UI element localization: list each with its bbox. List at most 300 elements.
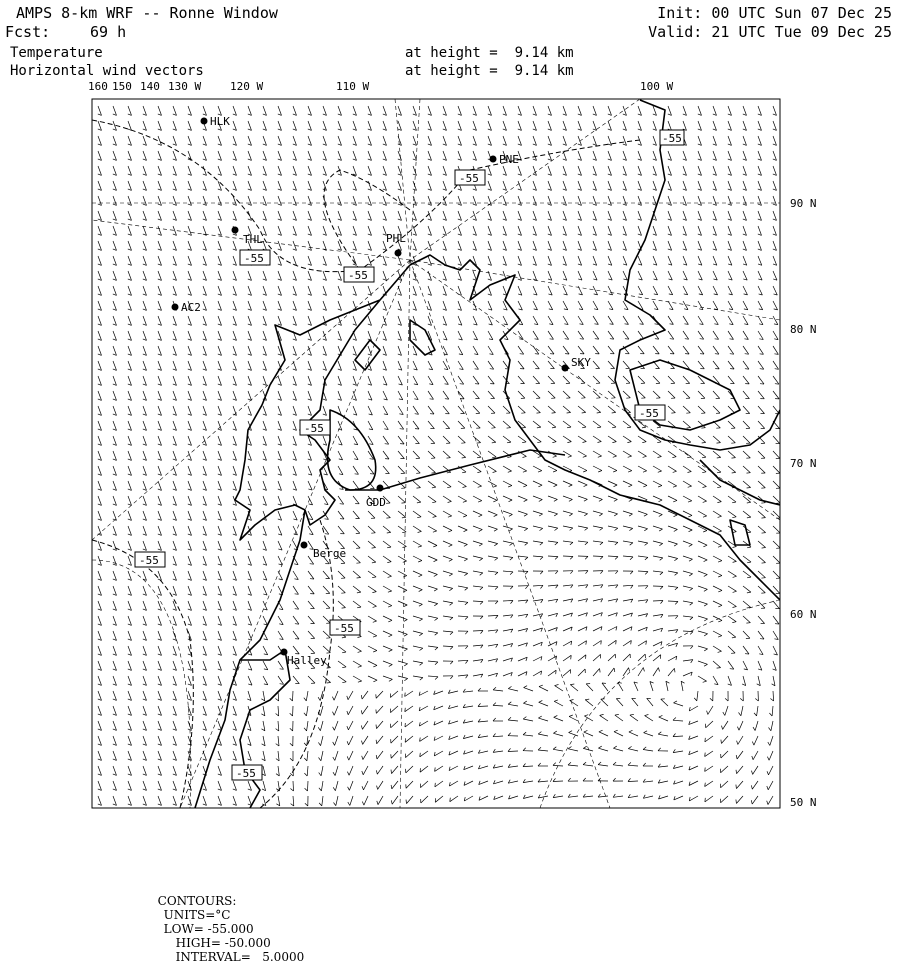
wind-barb	[336, 796, 338, 806]
wind-barb	[771, 721, 773, 731]
wind-barb	[743, 316, 748, 325]
wind-barb	[523, 781, 533, 783]
wind-barb	[533, 671, 542, 676]
wind-barb	[503, 615, 513, 616]
wind-barb-feather	[340, 504, 344, 505]
wind-barb	[353, 481, 359, 489]
station-marker-pne	[490, 156, 497, 163]
wind-barb-feather	[377, 801, 378, 805]
wind-barb	[743, 466, 750, 473]
wind-barb-feather	[660, 558, 663, 560]
wind-barb	[608, 668, 614, 676]
wind-barb	[383, 466, 389, 474]
wind-barb-feather	[554, 716, 558, 718]
wind-barb	[278, 706, 279, 716]
wind-barb	[293, 586, 299, 594]
wind-barb	[307, 766, 308, 776]
wind-barb-feather	[675, 602, 678, 605]
wind-barb-feather	[702, 442, 706, 443]
wind-barb-feather	[433, 531, 437, 532]
wind-barb	[548, 331, 554, 339]
longitude-labels	[88, 80, 673, 93]
wind-barb	[533, 556, 543, 557]
wind-barb-feather	[737, 727, 739, 731]
wind-barb-feather	[520, 354, 524, 355]
wind-barb	[563, 556, 573, 557]
wind-barb	[600, 715, 608, 721]
wind-barb	[443, 496, 451, 501]
wind-barb	[569, 733, 578, 736]
wind-barb	[443, 376, 448, 384]
wind-barb-feather	[552, 427, 556, 428]
wind-barb	[263, 616, 267, 625]
wind-barb	[383, 586, 392, 591]
wind-barb	[307, 721, 308, 731]
wind-barb-feather	[372, 562, 376, 563]
wind-barb	[391, 706, 399, 713]
wind-barb	[773, 346, 778, 354]
wind-barb-feather	[493, 471, 497, 472]
wind-barb	[449, 766, 458, 771]
wind-barb	[578, 406, 586, 412]
wind-barb-feather	[538, 763, 541, 766]
wind-barb	[725, 706, 728, 716]
wind-barb-feather	[388, 576, 392, 577]
wind-barb	[769, 751, 773, 760]
wind-barb	[713, 331, 719, 339]
wind-barb	[698, 556, 707, 560]
wind-barb	[428, 616, 438, 618]
wind-barb-feather	[319, 758, 321, 761]
wind-barb	[533, 376, 540, 384]
wind-barb	[578, 669, 585, 676]
wind-barb	[713, 346, 719, 354]
wind-barb	[638, 421, 646, 427]
coastline	[195, 100, 780, 808]
wind-barb	[653, 496, 662, 500]
wind-barb	[493, 736, 503, 737]
wind-barb	[713, 496, 721, 502]
wind-barb-feather	[732, 472, 736, 473]
wind-barb	[278, 796, 280, 806]
wind-barb-feather	[387, 562, 391, 563]
wind-barb-feather	[342, 682, 346, 683]
wind-barb	[553, 781, 563, 782]
wind-barb	[653, 556, 663, 558]
wind-barb-feather	[450, 661, 453, 664]
wind-barb-feather	[584, 715, 588, 716]
wind-barb-feather	[600, 528, 603, 530]
wind-barb	[683, 331, 689, 339]
wind-barb-feather	[404, 664, 407, 666]
wind-barb	[773, 601, 779, 609]
wind-barb	[553, 796, 563, 798]
contour-label-box	[455, 170, 485, 185]
wind-barb-feather	[570, 528, 573, 530]
wind-barb	[335, 751, 338, 761]
wind-barb-feather	[736, 785, 737, 789]
wind-barb-feather	[387, 547, 391, 548]
wind-barb-feather	[585, 699, 589, 700]
wind-barb	[353, 451, 358, 460]
wind-barb	[473, 571, 483, 573]
wind-barb	[638, 526, 648, 529]
wind-barb-feather	[630, 571, 633, 574]
wind-barb	[728, 661, 734, 669]
wind-barb	[683, 286, 688, 295]
wind-barb	[353, 526, 360, 533]
wind-barb	[668, 541, 678, 544]
wind-barb	[353, 436, 358, 445]
wind-barb-feather	[644, 529, 647, 531]
wind-barb-feather	[479, 544, 482, 546]
station-marker-ac2	[172, 304, 179, 311]
wind-barb	[458, 511, 467, 516]
wind-barb-feather	[694, 698, 697, 701]
wind-barb-feather	[524, 686, 528, 688]
wind-barb	[623, 451, 632, 456]
wind-barb-feather	[494, 529, 498, 531]
wind-barb	[705, 736, 713, 742]
wind-barb	[598, 796, 608, 797]
wind-barb	[608, 541, 618, 542]
wind-barb-feather	[660, 586, 663, 589]
wind-barb-feather	[509, 500, 513, 502]
wind-barb-feather	[747, 547, 751, 548]
wind-barb	[758, 631, 764, 639]
wind-barb	[563, 585, 573, 586]
lat-label-70: 70 N	[790, 457, 817, 470]
wind-barb-feather	[362, 802, 364, 806]
wind-barb	[578, 541, 588, 542]
wind-barb	[698, 541, 707, 545]
wind-barb	[608, 511, 618, 514]
wind-barb	[398, 406, 403, 415]
wind-barb-feather	[464, 559, 468, 561]
wind-barb	[293, 571, 298, 580]
wind-barb-feather	[733, 561, 737, 562]
wind-barb	[419, 706, 428, 711]
wind-barb	[368, 511, 375, 518]
station-marker-sky	[562, 365, 569, 372]
wind-barb-feather	[538, 747, 541, 750]
wind-barb-feather	[703, 487, 707, 488]
wind-barb	[368, 436, 373, 445]
wind-barb-feather	[539, 514, 543, 516]
wind-barb-feather	[373, 665, 377, 667]
east-island	[730, 520, 750, 545]
wind-barb	[668, 481, 677, 486]
wind-barb-feather	[430, 399, 434, 400]
wind-barb-feather	[722, 726, 723, 730]
wind-barb-feather	[362, 786, 364, 790]
wind-barb-feather	[348, 787, 350, 791]
wind-barb	[383, 421, 388, 430]
wind-barb-feather	[760, 354, 764, 355]
wind-barb-feather	[628, 485, 632, 487]
wind-barb-feather	[688, 515, 692, 517]
wind-barb	[533, 511, 543, 514]
wind-barb-feather	[553, 747, 556, 750]
wind-barb	[638, 654, 645, 661]
wind-barb	[743, 406, 750, 414]
wind-barb	[473, 346, 478, 355]
wind-barb-feather	[388, 620, 392, 622]
wind-barb	[721, 766, 728, 773]
wind-barb-feather	[449, 574, 453, 576]
wind-barb	[391, 751, 398, 758]
wind-barb-feather	[524, 529, 527, 531]
wind-barb	[698, 646, 708, 649]
wind-barb-feather	[718, 636, 722, 637]
wind-barb	[616, 699, 623, 706]
wind-barb	[353, 511, 360, 519]
contours-label: CONTOURS:	[158, 894, 237, 908]
wind-barb	[368, 646, 377, 651]
wind-barb	[368, 586, 376, 592]
wind-barb	[428, 481, 436, 487]
wind-barb-feather	[495, 601, 498, 604]
wind-barb	[585, 700, 593, 706]
wind-barb-feather	[539, 685, 543, 687]
wind-barb	[705, 766, 713, 772]
wind-barb	[473, 526, 482, 530]
wind-barb	[293, 601, 299, 609]
wind-barb	[713, 676, 718, 685]
wind-barb	[548, 656, 557, 661]
wind-barb	[698, 631, 708, 634]
wind-barb	[628, 796, 638, 798]
wind-barb	[538, 734, 548, 736]
wind-barb	[368, 406, 372, 415]
wind-barb-feather	[702, 472, 706, 473]
wind-barb	[428, 646, 438, 647]
wind-barb	[758, 421, 765, 428]
wind-barb	[713, 631, 722, 636]
wind-barb	[683, 391, 690, 398]
wind-barb-feather	[732, 458, 736, 459]
wind-barb-feather	[463, 516, 467, 518]
wind-barb	[413, 481, 421, 488]
wind-barb-feather	[583, 456, 587, 457]
wind-barb-feather	[494, 544, 497, 546]
wind-barb-feather	[304, 713, 307, 716]
wind-barb-feather	[304, 728, 307, 731]
lat-label-60: 60 N	[790, 608, 817, 621]
wind-barb-feather	[420, 663, 423, 665]
wind-barb	[473, 556, 483, 558]
wind-barb-feather	[755, 699, 758, 702]
wind-barb-feather	[435, 662, 438, 665]
wind-barb	[428, 526, 437, 531]
wind-barb-feather	[643, 668, 644, 672]
wind-barb-feather	[477, 443, 481, 444]
wind-barb-feather	[732, 502, 736, 503]
wind-barb-feather	[721, 740, 722, 744]
wind-barb-feather	[376, 740, 377, 744]
wind-barb-feather	[465, 617, 468, 620]
wind-barb-feather	[538, 732, 541, 734]
wind-barb	[443, 451, 450, 458]
wind-barb	[713, 586, 722, 590]
wind-barb	[769, 766, 774, 775]
wind-barb	[728, 616, 736, 622]
wind-barb	[668, 451, 676, 457]
wind-barb	[602, 683, 608, 691]
wind-barb-feather	[290, 743, 293, 746]
wind-barb-feather	[417, 488, 421, 489]
wind-barb	[503, 481, 512, 486]
wind-barb	[398, 571, 407, 576]
wind-barb-feather	[583, 471, 587, 473]
wind-barb	[593, 585, 603, 586]
wind-barb-feather	[492, 457, 496, 458]
wind-barb	[428, 541, 437, 546]
wind-barb-feather	[507, 428, 511, 429]
wind-barb	[473, 406, 480, 413]
wind-barb-feather	[643, 485, 647, 487]
wind-barb	[578, 436, 586, 442]
wind-barb-feather	[434, 604, 437, 606]
wind-barb	[743, 631, 750, 638]
wind-barb-feather	[419, 634, 422, 636]
wind-barb-feather	[355, 474, 359, 475]
wind-barb	[308, 601, 314, 609]
wind-barb	[752, 796, 758, 804]
wind-barb	[405, 706, 413, 712]
wind-barb-feather	[318, 697, 320, 700]
wind-barb	[493, 690, 503, 691]
wind-barb	[473, 645, 483, 646]
wind-barb	[353, 646, 362, 651]
wind-barb-feather	[493, 500, 497, 502]
wind-barb-feather	[540, 528, 543, 530]
wind-barb-feather	[540, 571, 543, 574]
wind-barb	[428, 466, 436, 473]
wind-barb	[363, 736, 368, 744]
wind-barb-feather	[584, 485, 588, 487]
wind-barb	[578, 585, 588, 586]
wind-barb	[743, 346, 749, 354]
wind-barb	[638, 511, 647, 514]
wind-barb	[428, 511, 436, 516]
wind-barb	[443, 646, 453, 647]
wind-barb-feather	[523, 456, 527, 457]
wind-barb	[443, 541, 452, 545]
wind-barb	[406, 766, 413, 773]
wind-barb-feather	[704, 649, 707, 651]
wind-barb-feather	[507, 442, 511, 443]
wind-barb-feather	[510, 558, 513, 561]
wind-barb	[450, 796, 458, 802]
wind-barb	[263, 691, 265, 701]
wind-barb	[721, 781, 728, 788]
forecast-hours: 69 h	[90, 23, 126, 41]
wind-barb	[728, 436, 735, 443]
wind-barb-feather	[434, 575, 438, 577]
wind-barb-feather	[490, 369, 494, 370]
wind-barb	[405, 691, 413, 697]
wind-barb-feather	[389, 650, 393, 652]
wind-barb	[638, 331, 644, 339]
wind-barb-feather	[718, 576, 722, 578]
wind-barb-feather	[523, 471, 527, 472]
wind-barb-feather	[673, 718, 676, 721]
wind-barb-feather	[642, 427, 646, 428]
wind-barb-feather	[630, 557, 633, 560]
wind-barb	[773, 616, 779, 624]
wind-barb-feather	[358, 637, 362, 638]
wind-barb-feather	[418, 561, 422, 563]
wind-barb-feather	[290, 713, 293, 716]
wind-barb	[458, 436, 465, 443]
wind-barb	[368, 676, 377, 680]
wind-barb-feather	[318, 727, 320, 730]
wind-barb	[608, 361, 615, 369]
wind-barb	[623, 541, 633, 543]
wind-barb-feather	[508, 471, 512, 472]
wind-barb-feather	[628, 746, 631, 748]
wind-barb-feather	[770, 699, 773, 702]
wind-barb-feather	[333, 727, 335, 731]
wind-barb	[413, 376, 418, 385]
wind-barb	[758, 526, 766, 533]
wind-barb-feather	[333, 787, 335, 790]
wind-barb	[368, 616, 377, 621]
wind-barb	[554, 717, 563, 721]
wind-barb	[728, 451, 736, 458]
wind-barb	[668, 466, 677, 471]
wind-barb	[320, 706, 323, 716]
wind-barb	[488, 376, 494, 384]
wind-barb	[668, 406, 675, 413]
wind-barb-feather	[715, 339, 719, 340]
wind-barb-feather	[553, 763, 556, 766]
wind-barb-feather	[449, 545, 453, 547]
contour-info	[150, 880, 304, 964]
wind-barb	[713, 316, 718, 325]
wind-barb-feather	[600, 557, 603, 560]
wind-barb-feather	[376, 755, 377, 759]
station-marker-berge	[301, 542, 308, 549]
wind-barb	[743, 646, 749, 654]
wind-barb	[293, 646, 299, 654]
wind-barb-feather	[493, 703, 496, 706]
wind-barb-feather	[568, 747, 571, 749]
wind-barb	[668, 586, 678, 587]
wind-barb-feather	[718, 546, 722, 547]
wind-barb	[773, 586, 780, 593]
wind-barb-feather	[736, 800, 737, 804]
wind-barb-feather	[613, 471, 617, 472]
wind-barb	[443, 526, 452, 530]
temperature-contour	[92, 120, 640, 808]
wind-barb-feather	[586, 571, 589, 574]
wind-barb	[653, 511, 662, 515]
wind-barb	[753, 751, 758, 760]
wind-barb	[668, 391, 675, 398]
wind-barb	[773, 451, 780, 458]
wind-barb	[705, 751, 713, 757]
wind-barb	[548, 481, 557, 485]
wind-barb-feather	[554, 485, 558, 487]
wind-barb-feather	[688, 501, 692, 502]
wind-barb	[593, 361, 600, 369]
wind-barb-feather	[509, 529, 512, 531]
wind-barb	[563, 316, 568, 325]
wind-barb	[593, 627, 602, 631]
wind-barb-feather	[464, 545, 468, 547]
